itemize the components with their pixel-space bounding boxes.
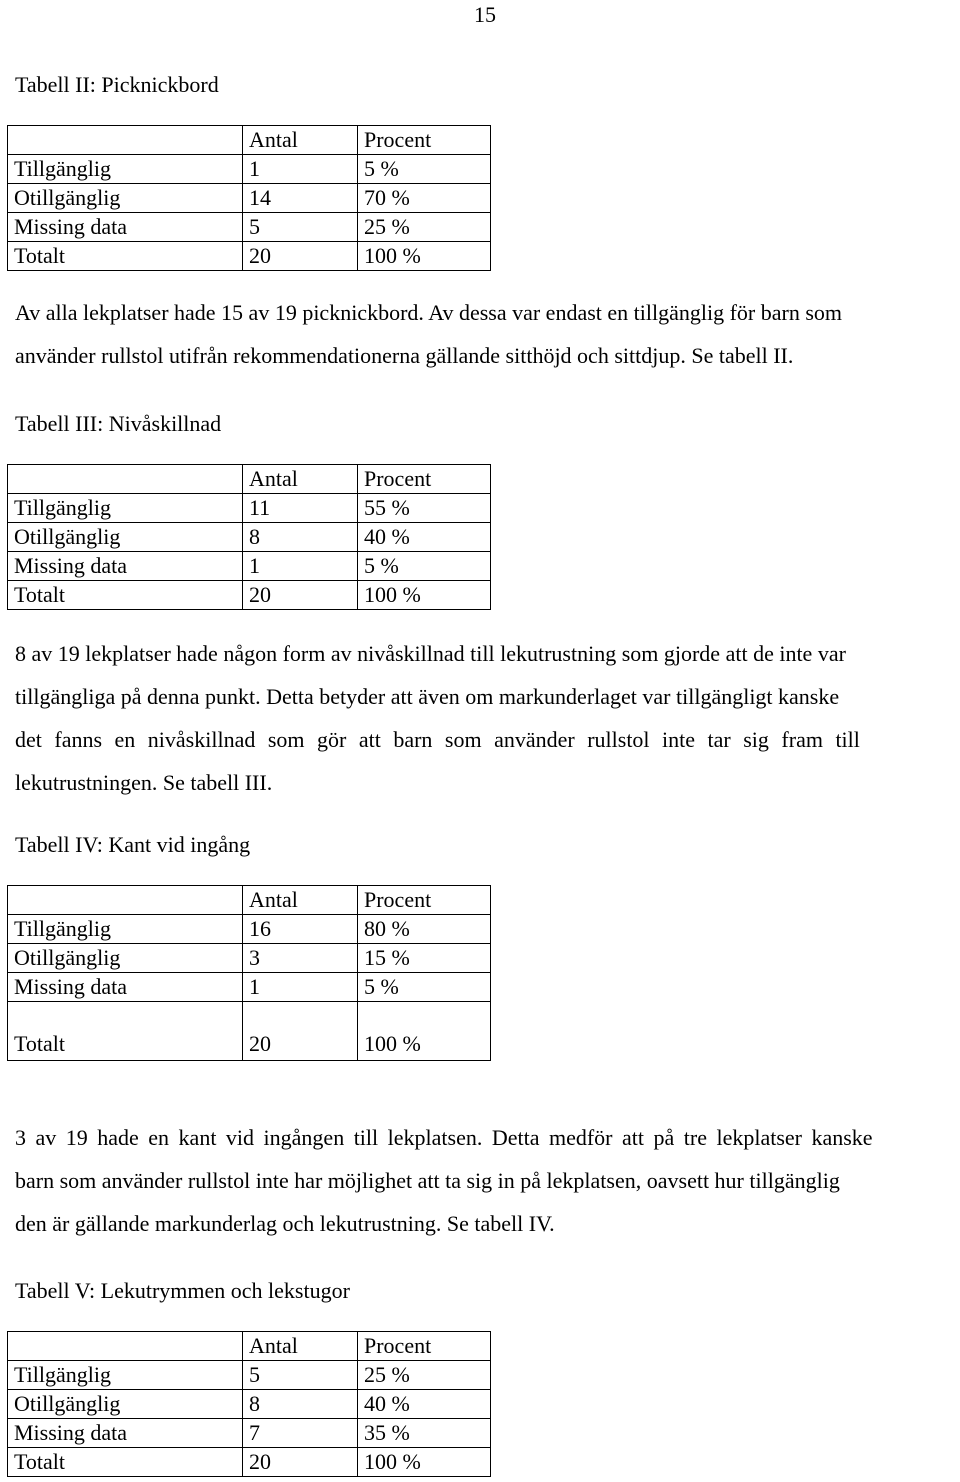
table-cell (8, 126, 243, 155)
table-cell: Antal (243, 465, 358, 494)
table-cell: 5 % (358, 973, 491, 1002)
table-cell: 40 % (358, 1390, 491, 1419)
table-cell: 5 % (358, 155, 491, 184)
table4 (7, 885, 491, 1061)
paragraph-line: tillgängliga på denna punkt. Detta betyder att även om markunderlaget var tillgängligt kanske (15, 684, 840, 709)
table-cell: 20 (243, 581, 358, 610)
table-cell (8, 1332, 243, 1361)
table4-caption: Tabell IV: Kant vid ingång (15, 832, 251, 857)
table-cell: Missing data (8, 973, 243, 1002)
table-cell: 100 % (358, 242, 491, 271)
table-cell: Missing data (8, 552, 243, 581)
table-row (8, 552, 491, 581)
table-cell: Procent (358, 1332, 491, 1361)
table-cell: Missing data (8, 1419, 243, 1448)
table-cell: Otillgänglig (8, 184, 243, 213)
paragraph-line: 8 av 19 lekplatser hade någon form av nivåskillnad till lekutrustning som gjorde att de inte var (15, 641, 846, 666)
paragraph-picknickbord (15, 291, 956, 377)
table-header-row (8, 1332, 491, 1361)
paragraph-line: 3 av 19 hade en kant vid ingången till lekplatsen. Detta medför att på tre lekplatser kanske (15, 1125, 873, 1150)
table-row (8, 242, 491, 271)
paragraph-line: barn som använder rullstol inte har möjlighet att ta sig in på lekplatsen, oavsett hur tillgänglig (15, 1168, 840, 1193)
table-row (8, 973, 491, 1002)
table-cell: Procent (358, 886, 491, 915)
table-header-row (8, 465, 491, 494)
table-cell: 7 (243, 1419, 358, 1448)
table-cell: Tillgänglig (8, 915, 243, 944)
table-cell: Tillgänglig (8, 1361, 243, 1390)
table3-caption: Tabell III: Nivåskillnad (15, 411, 222, 436)
table-row (8, 155, 491, 184)
table-cell: Otillgänglig (8, 1390, 243, 1419)
table5 (7, 1331, 491, 1477)
table-cell: Procent (358, 465, 491, 494)
table-cell: 20 (243, 1002, 358, 1061)
table-cell: 25 % (358, 213, 491, 242)
table-cell: Otillgänglig (8, 523, 243, 552)
paragraph-line: den är gällande markunderlag och lekutrustning. Se tabell IV. (15, 1211, 555, 1236)
table-cell: 25 % (358, 1361, 491, 1390)
table-cell: 100 % (358, 1448, 491, 1477)
table-cell: 5 (243, 213, 358, 242)
table-cell: Otillgänglig (8, 944, 243, 973)
table-cell: 80 % (358, 915, 491, 944)
table-cell (8, 465, 243, 494)
table-cell: Missing data (8, 213, 243, 242)
table-row (8, 213, 491, 242)
table-cell: 100 % (358, 581, 491, 610)
table-row (8, 944, 491, 973)
table-cell: Tillgänglig (8, 494, 243, 523)
table-cell: 11 (243, 494, 358, 523)
table-cell: Totalt (8, 581, 243, 610)
table-cell: Procent (358, 126, 491, 155)
table-cell: 40 % (358, 523, 491, 552)
table-cell: 5 (243, 1361, 358, 1390)
table2 (7, 125, 491, 271)
table-cell (8, 886, 243, 915)
paragraph-nivaskillnad (15, 632, 956, 804)
table-cell: 20 (243, 1448, 358, 1477)
table-row (8, 184, 491, 213)
table-cell: 20 (243, 242, 358, 271)
table-cell: 8 (243, 1390, 358, 1419)
table-cell: 15 % (358, 944, 491, 973)
table-cell: Antal (243, 1332, 358, 1361)
page-number: 15 (474, 2, 496, 27)
table-cell: Tillgänglig (8, 155, 243, 184)
table-header-row (8, 886, 491, 915)
table-cell: 8 (243, 523, 358, 552)
paragraph-line: lekutrustningen. Se tabell III. (15, 770, 273, 795)
paragraph-line: det fanns en nivåskillnad som gör att barn som använder rullstol inte tar sig fram till (15, 727, 860, 752)
table2-caption: Tabell II: Picknickbord (15, 72, 219, 97)
table-row (8, 523, 491, 552)
table-cell: Totalt (8, 1448, 243, 1477)
table-cell: Totalt (8, 242, 243, 271)
table-row (8, 1390, 491, 1419)
table-cell: Antal (243, 126, 358, 155)
table-cell: 1 (243, 552, 358, 581)
table-row (8, 1448, 491, 1477)
paragraph-line: använder rullstol utifrån rekommendationerna gällande sitthöjd och sittdjup. Se tabell II. (15, 343, 794, 368)
table-cell: 14 (243, 184, 358, 213)
paragraph-kant-vid-ingang (15, 1116, 956, 1245)
table-cell: 3 (243, 944, 358, 973)
table-row (8, 581, 491, 610)
table-cell: 5 % (358, 552, 491, 581)
table-row (8, 915, 491, 944)
table-cell: 35 % (358, 1419, 491, 1448)
table5-caption: Tabell V: Lekutrymmen och lekstugor (15, 1278, 350, 1303)
table-row (8, 1361, 491, 1390)
table-cell: 55 % (358, 494, 491, 523)
table-cell: 100 % (358, 1002, 491, 1061)
table-cell: 70 % (358, 184, 491, 213)
table-cell: 1 (243, 155, 358, 184)
table-cell: Antal (243, 886, 358, 915)
table-cell: Totalt (8, 1002, 243, 1061)
table-row (8, 1002, 491, 1061)
paragraph-line: Av alla lekplatser hade 15 av 19 picknickbord. Av dessa var endast en tillgänglig för barn som (15, 300, 843, 325)
table-cell: 16 (243, 915, 358, 944)
table-header-row (8, 126, 491, 155)
table-row (8, 1419, 491, 1448)
table-row (8, 494, 491, 523)
table-cell: 1 (243, 973, 358, 1002)
table3 (7, 464, 491, 610)
